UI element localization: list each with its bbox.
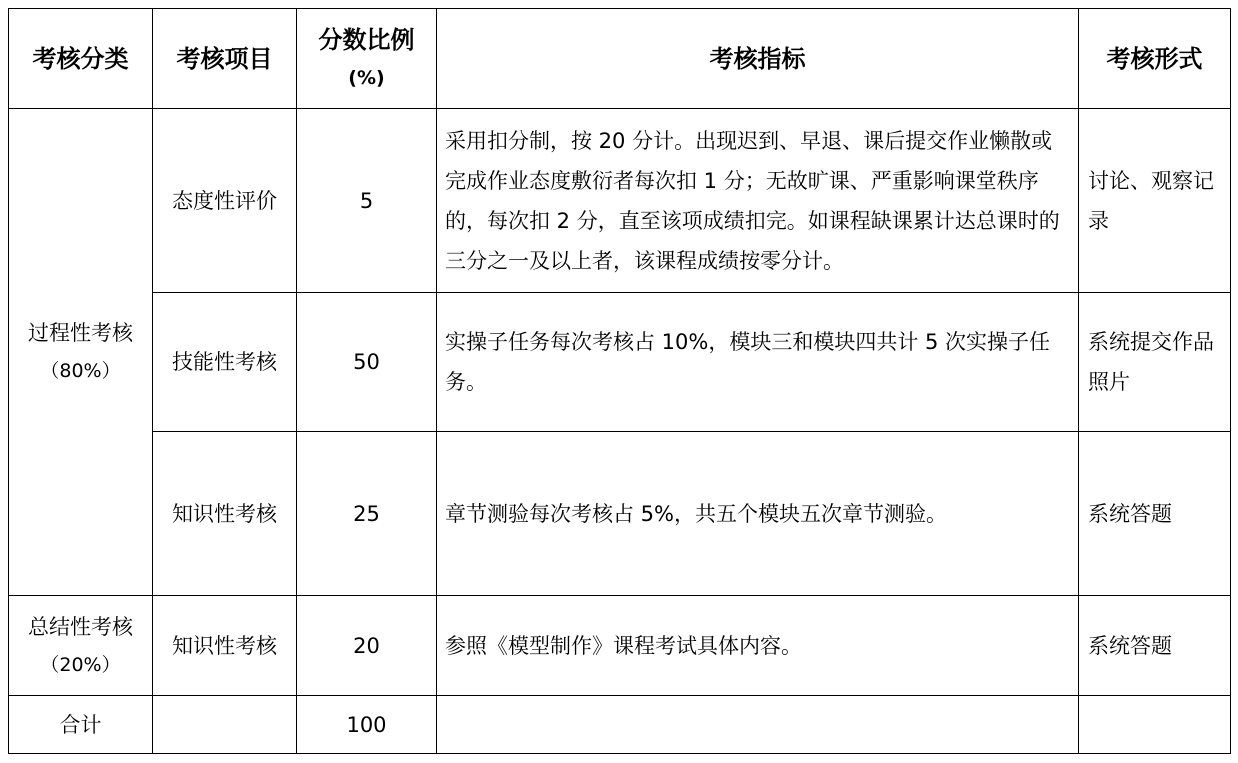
- header-indicator: 考核指标: [437, 9, 1079, 109]
- process-category-pct: （80%）: [40, 360, 121, 382]
- item-cell: 知识性考核: [153, 432, 297, 596]
- table-row: [9, 293, 1231, 432]
- score-cell: 25: [297, 432, 437, 596]
- score-cell: 20: [297, 596, 437, 696]
- score-cell: 50: [297, 293, 437, 432]
- process-category-cell: [9, 109, 153, 596]
- total-indicator-empty: [437, 696, 1079, 754]
- assessment-table-container: [8, 8, 1231, 754]
- form-cell: 讨论、观察记录: [1079, 109, 1231, 293]
- table-row: [9, 432, 1231, 596]
- form-cell: 系统答题: [1079, 596, 1231, 696]
- total-label-cell: 合计: [9, 696, 153, 754]
- form-cell: 系统答题: [1079, 432, 1231, 596]
- item-cell: 技能性考核: [153, 293, 297, 432]
- summative-category-cell: [9, 596, 153, 696]
- table-row: [9, 109, 1231, 293]
- assessment-table: [8, 8, 1231, 754]
- indicator-cell: 采用扣分制，按 20 分计。出现迟到、早退、课后提交作业懒散或完成作业态度敷衍者每次扣 1 分；无故旷课、严重影响课堂秩序的，每次扣 2 分，直至该项成绩扣完。如课程缺课累计达总课时的三分之一及以上者，该课程成绩按零分计。: [437, 109, 1079, 293]
- process-category-name: 过程性考核: [28, 321, 133, 345]
- header-ratio-label: 分数比例: [318, 25, 415, 54]
- total-row: [9, 696, 1231, 754]
- header-ratio: [297, 9, 437, 109]
- header-item: 考核项目: [153, 9, 297, 109]
- total-item-empty: [153, 696, 297, 754]
- total-form-empty: [1079, 696, 1231, 754]
- indicator-cell: 参照《模型制作》课程考试具体内容。: [437, 596, 1079, 696]
- item-cell: 知识性考核: [153, 596, 297, 696]
- header-category: 考核分类: [9, 9, 153, 109]
- item-cell: 态度性评价: [153, 109, 297, 293]
- header-form: 考核形式: [1079, 9, 1231, 109]
- indicator-cell: 实操子任务每次考核占 10%，模块三和模块四共计 5 次实操子任务。: [437, 293, 1079, 432]
- indicator-cell: 章节测验每次考核占 5%，共五个模块五次章节测验。: [437, 432, 1079, 596]
- score-cell: 5: [297, 109, 437, 293]
- table-row: [9, 596, 1231, 696]
- summative-category-name: 总结性考核: [28, 614, 133, 639]
- summative-category-pct: （20%）: [40, 653, 121, 676]
- total-score-cell: 100: [297, 696, 437, 754]
- header-row: [9, 9, 1231, 109]
- header-ratio-unit: (%): [348, 66, 385, 89]
- form-cell: 系统提交作品照片: [1079, 293, 1231, 432]
